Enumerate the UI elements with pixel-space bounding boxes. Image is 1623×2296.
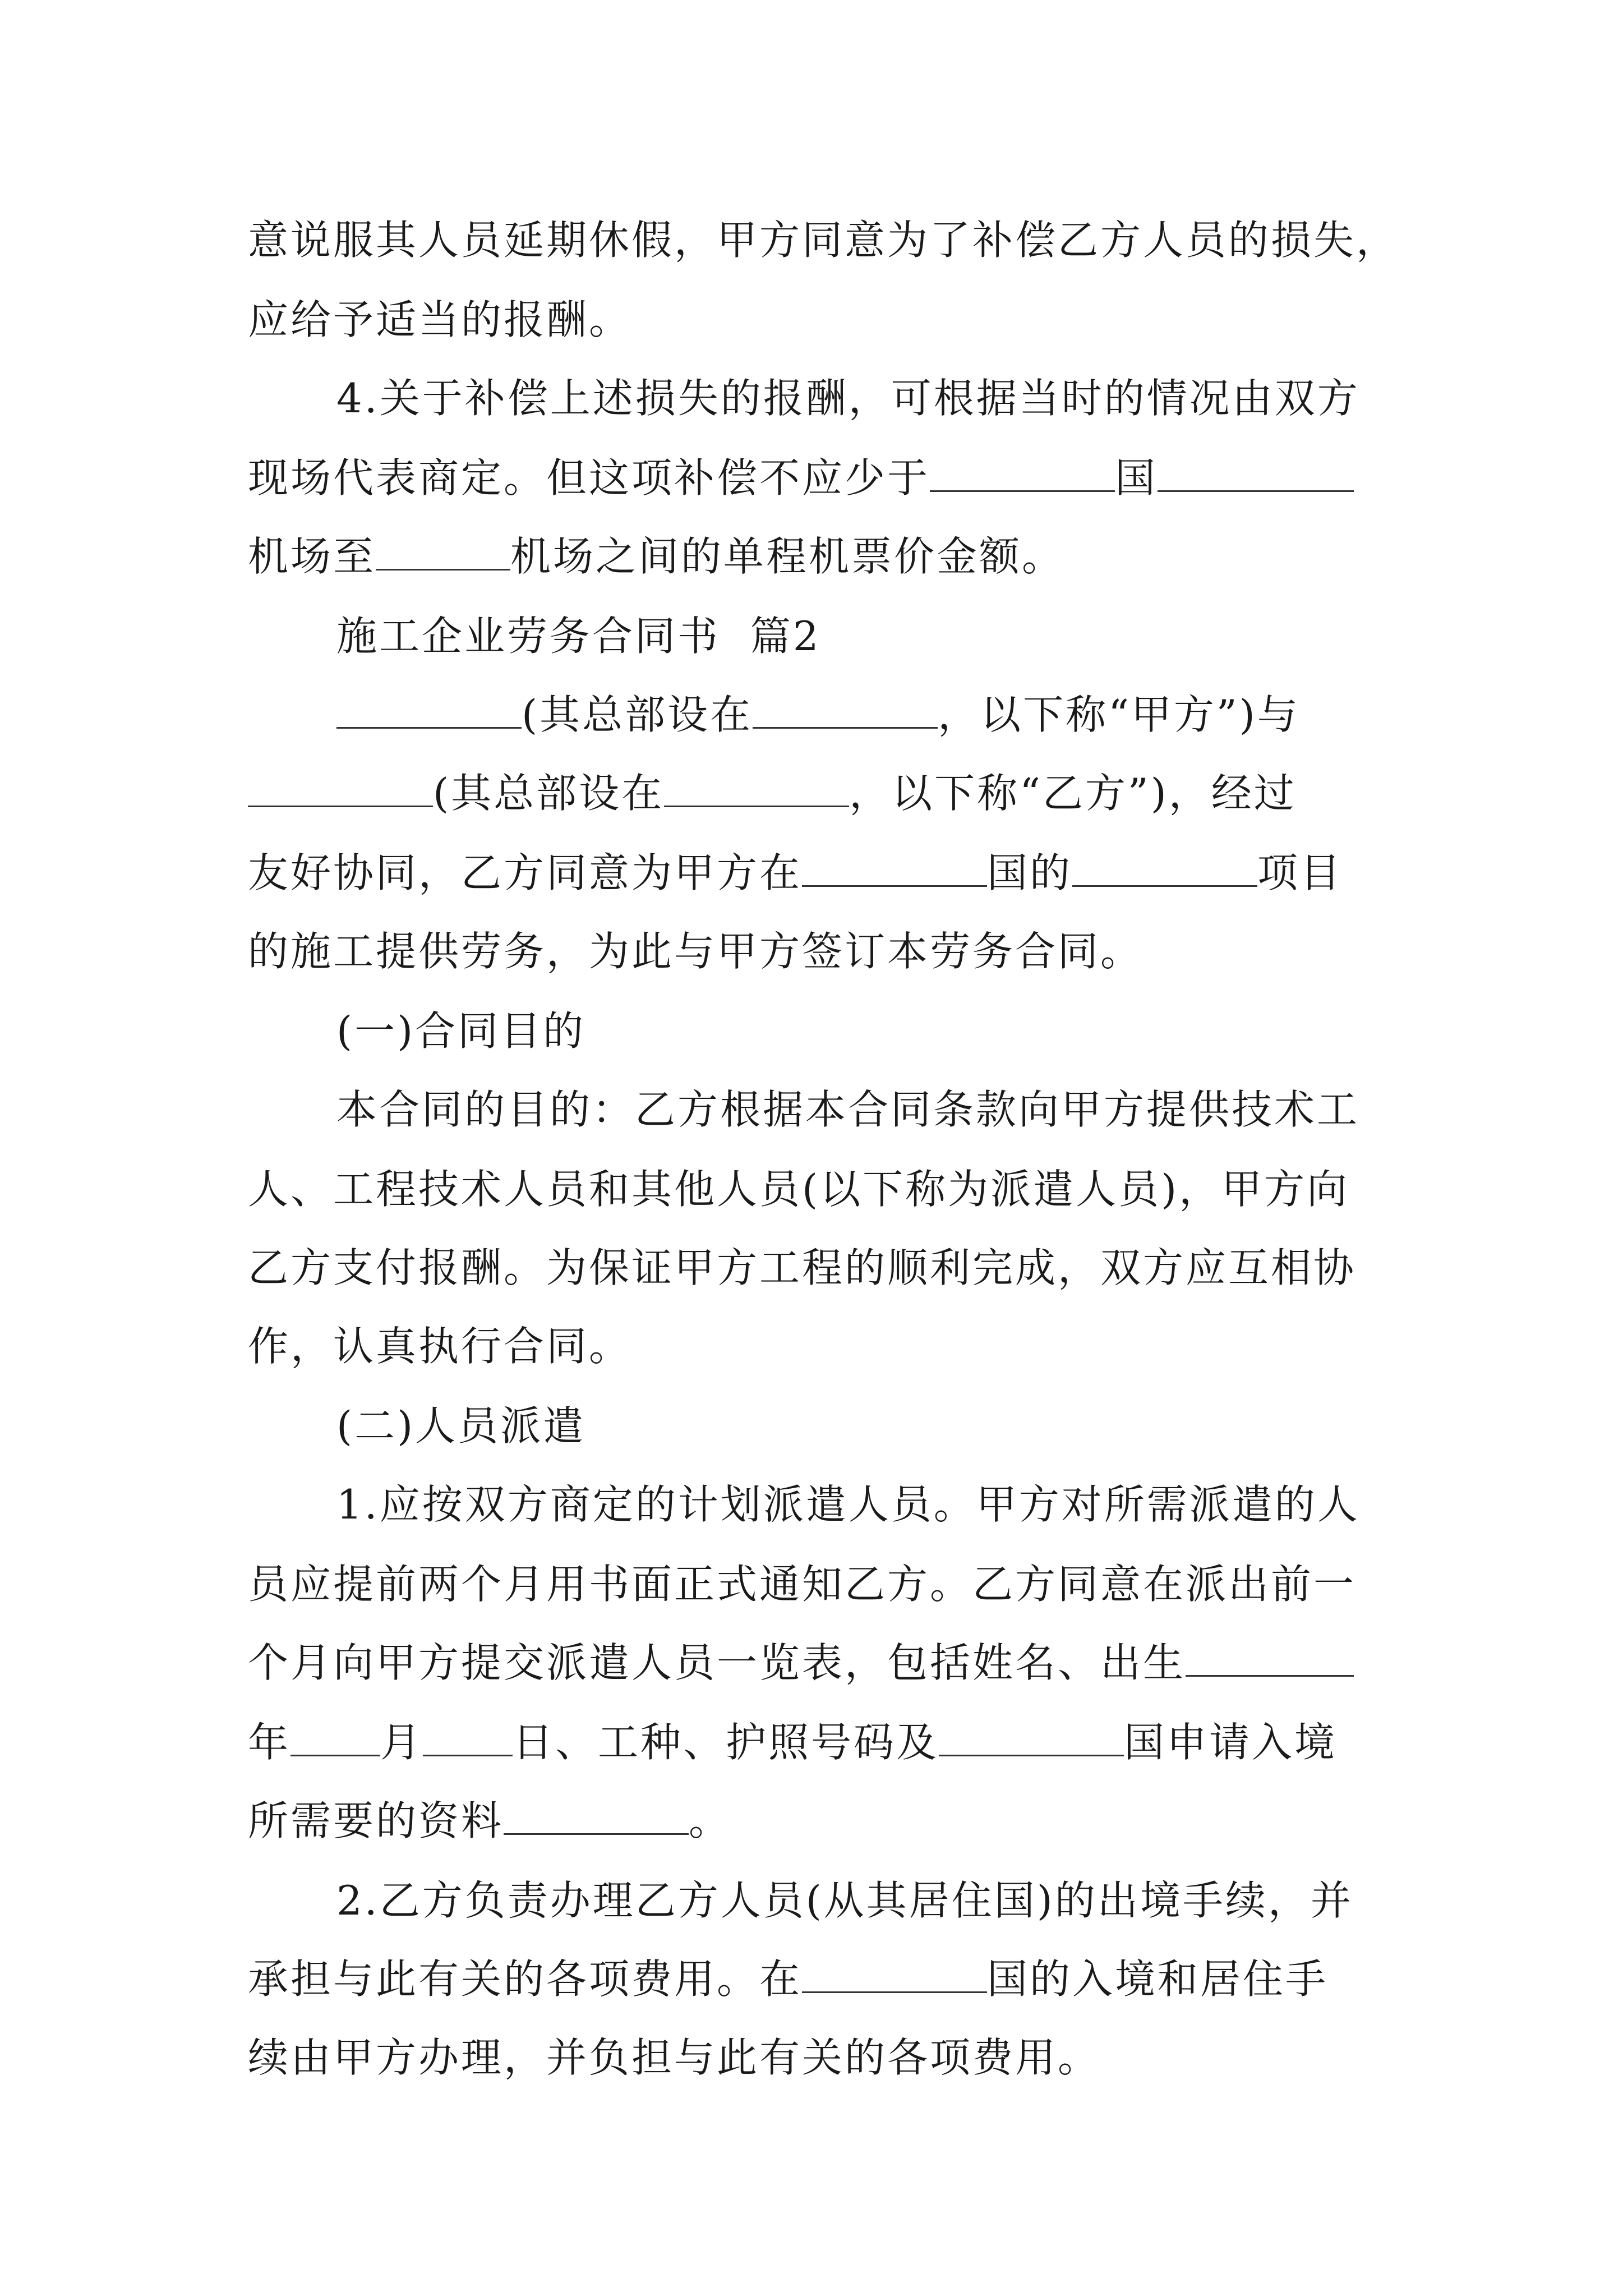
text-line xyxy=(336,1083,1359,1137)
text-run: 承担与此有关的各项费用。在 xyxy=(248,1955,803,2003)
text-line xyxy=(248,1794,731,1848)
text-run: 人、工程技术人员和其他人员(以下称为派遣人员)，甲方向 xyxy=(248,1166,1350,1213)
text-run: 的施工提供劳务，为此与甲方签订本劳务合同。 xyxy=(248,928,1144,975)
text-line xyxy=(248,1241,1356,1295)
text-run: 应给予适当的报酬。 xyxy=(248,296,632,343)
text-line xyxy=(336,371,1360,425)
text-run: 4.关于补偿上述损失的报酬，可根据当时的情况由双方 xyxy=(336,375,1360,422)
text-run: 年 xyxy=(248,1719,291,1766)
text-line xyxy=(248,530,1064,583)
blank-field xyxy=(939,1715,1124,1756)
blank-field xyxy=(336,688,522,729)
section-heading xyxy=(336,1399,585,1453)
text-run: 现场代表商定。但这项补偿不应少于 xyxy=(248,454,930,501)
text-line xyxy=(336,688,1300,742)
text-line xyxy=(248,846,1343,900)
text-run: 本合同的目的：乙方根据本合同条款向甲方提供技术工 xyxy=(336,1086,1360,1133)
text-run: 国申请入境 xyxy=(1124,1719,1338,1766)
section-heading xyxy=(336,1004,585,1058)
text-run: ，以下称“乙方”)，经过 xyxy=(849,770,1297,817)
text-run: 续由甲方办理，并负担与此有关的各项费用。 xyxy=(248,2034,1101,2081)
blank-field xyxy=(1072,846,1257,887)
text-run: 2.乙方负责办理乙方人员(从其居住国)的出境手续，并 xyxy=(336,1877,1353,1924)
text-line xyxy=(336,1478,1360,1531)
text-run: 项目 xyxy=(1257,849,1343,896)
text-run: 机场之间的单程机票价金额。 xyxy=(510,533,1065,580)
text-run: 国的入境和居住手 xyxy=(987,1955,1329,2003)
text-line xyxy=(248,1319,631,1373)
blank-field xyxy=(753,688,938,729)
blank-field xyxy=(504,1794,689,1835)
text-run: (其总部设在 xyxy=(522,691,753,738)
text-line xyxy=(248,1952,1328,2006)
text-run: ，以下称“甲方”)与 xyxy=(938,691,1300,738)
text-run: 日、工种、护照号码及 xyxy=(513,1719,939,1766)
text-line xyxy=(248,2031,1100,2085)
text-line xyxy=(248,451,1354,505)
text-run: 所需要的资料 xyxy=(248,1797,504,1844)
text-run: 友好协同，乙方同意为甲方在 xyxy=(248,849,803,896)
blank-field xyxy=(1158,451,1354,492)
text-line xyxy=(248,293,631,347)
blank-field xyxy=(423,1715,513,1756)
text-run: 机场至 xyxy=(248,533,376,580)
text-line xyxy=(248,213,1399,267)
blank-field xyxy=(930,451,1115,492)
blank-field xyxy=(802,846,987,887)
text-run: 月 xyxy=(380,1719,423,1766)
section-heading xyxy=(336,609,821,663)
text-run: 国 xyxy=(1115,454,1158,501)
text-run: (一)合同目的 xyxy=(336,1007,586,1055)
blank-field xyxy=(248,766,433,807)
text-run: 。 xyxy=(689,1797,732,1844)
text-run: 国的 xyxy=(987,849,1073,896)
text-run: 施工企业劳务合同书 篇2 xyxy=(336,613,821,660)
text-run: 1.应按双方商定的计划派遣人员。甲方对所需派遣的人 xyxy=(336,1481,1360,1528)
text-line xyxy=(248,1715,1337,1769)
text-run: (二)人员派遣 xyxy=(336,1402,586,1450)
text-line xyxy=(248,1162,1349,1216)
blank-field xyxy=(664,766,849,807)
text-line xyxy=(248,1557,1356,1611)
text-run: 作，认真执行合同。 xyxy=(248,1323,632,1370)
blank-field xyxy=(802,1952,987,1993)
text-line xyxy=(336,1874,1353,1927)
text-line xyxy=(248,766,1297,820)
text-line xyxy=(248,924,1143,978)
text-run: 乙方支付报酬。为保证甲方工程的顺利完成，双方应互相协 xyxy=(248,1244,1357,1291)
blank-field xyxy=(376,530,510,570)
text-run: (其总部设在 xyxy=(433,770,665,817)
text-run: 个月向甲方提交派遣人员一览表，包括姓名、出生 xyxy=(248,1639,1186,1686)
blank-field xyxy=(1186,1636,1354,1677)
text-run: 意说服其人员延期休假，甲方同意为了补偿乙方人员的损失， xyxy=(248,217,1399,264)
blank-field xyxy=(291,1715,380,1756)
text-run: 员应提前两个月用书面正式通知乙方。乙方同意在派出前一 xyxy=(248,1561,1357,1608)
text-line xyxy=(248,1636,1354,1690)
